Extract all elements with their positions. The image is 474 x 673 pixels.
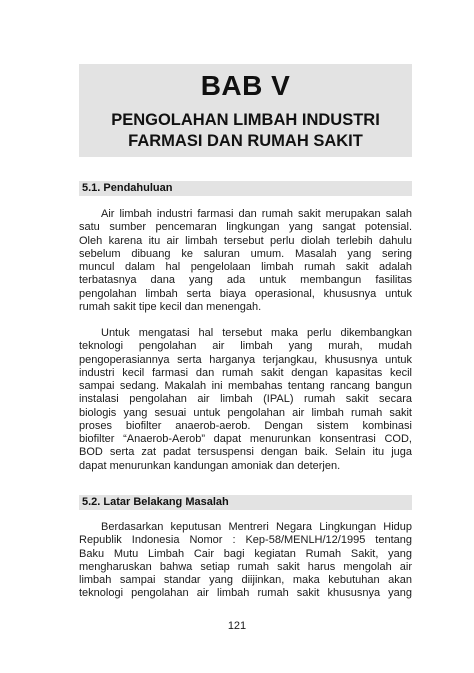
text-line: Untuk mengatasi hal tersebut maka perlu dikembangkan <box>101 327 412 339</box>
chapter-title-line: FARMASI DAN RUMAH SAKIT <box>128 132 363 150</box>
text-line: Berdasarkan keputusan Mentreri Negara Lingkungan Hidup <box>101 521 412 533</box>
paragraph <box>79 521 412 601</box>
text-line: instalasi pengolahan air limbah (IPAL) rumah sakit secara <box>79 393 412 406</box>
section-title: 5.2. Latar Belakang Masalah <box>82 496 229 508</box>
text-line: sampai sedang. Makalah ini membahas tentang rancang bangun <box>79 380 412 392</box>
text-line: pengolahan limbah serta biaya operasional, khususnya untuk <box>79 287 412 300</box>
section-heading-pendahuluan <box>79 181 412 196</box>
chapter-number: BAB V <box>200 70 291 101</box>
text-line: satu sumber pencemaran lingkungan yang sangat potensial. <box>79 221 412 234</box>
section-title: 5.1. Pendahuluan <box>82 182 173 194</box>
text-line: limbah sampai standar yang diijinkan, maka kebutuhan akan <box>79 574 412 586</box>
chapter-header <box>79 64 412 157</box>
text-line: teknologi pengolahan air limbah rumah sakit khususnya yang <box>79 587 412 600</box>
text-line: BOD serta zat padat tersuspensi dengan baik. Selain itu juga <box>79 446 412 459</box>
text-line: biofilter “Anaerob-Aerob” dapat menurunkan konsentrasi COD, <box>79 433 412 445</box>
paragraph <box>79 327 412 473</box>
text-line: muncul dalam hal pengelolaan limbah rumah sakit adalah <box>79 261 412 273</box>
text-line: industri kecil farmasi dan rumah sakit dengan kapasitas kecil <box>79 366 412 379</box>
text-line: pengoperasiannya serta harganya terjangkau, khususnya untuk <box>79 353 412 366</box>
text-line: Oleh karena itu air limbah tersebut perlu diolah terlebih dahulu <box>79 234 412 247</box>
paragraph <box>79 208 412 314</box>
text-line: mengharuskan bahwa setiap rumah sakit harus mengolah air <box>79 560 412 573</box>
section-heading-latar-belakang <box>79 495 412 510</box>
text-line: dapat menurunkan kandungan amoniak dan deterjen. <box>79 459 341 472</box>
text-line: teknologi pengolahan air limbah yang murah, mudah <box>79 340 412 353</box>
text-line: Republik Indonesia Nomor : Kep-58/MENLH/12/1995 tentang <box>79 534 412 547</box>
text-line: rumah sakit tipe kecil dan menengah. <box>79 300 262 313</box>
chapter-title-line: PENGOLAHAN LIMBAH INDUSTRI <box>111 111 380 129</box>
text-line: proses biofilter anaerob-aerob. Dengan sistem kombinasi <box>79 419 412 432</box>
text-line: biologis yang sesuai untuk pengolahan air limbah rumah sakit <box>79 406 412 419</box>
chapter-title <box>79 110 412 152</box>
page-number: 121 <box>227 620 247 632</box>
text-line: sebelum dibuang ke saluran umum. Masalah yang sering <box>79 247 412 260</box>
text-line: terbatasnya dana yang ada untuk membangun fasilitas <box>79 274 412 287</box>
text-line: Baku Mutu Limbah Cair bagi kegiatan Rumah Sakit, yang <box>79 547 412 560</box>
text-line: Air limbah industri farmasi dan rumah sakit merupakan salah <box>101 208 412 220</box>
